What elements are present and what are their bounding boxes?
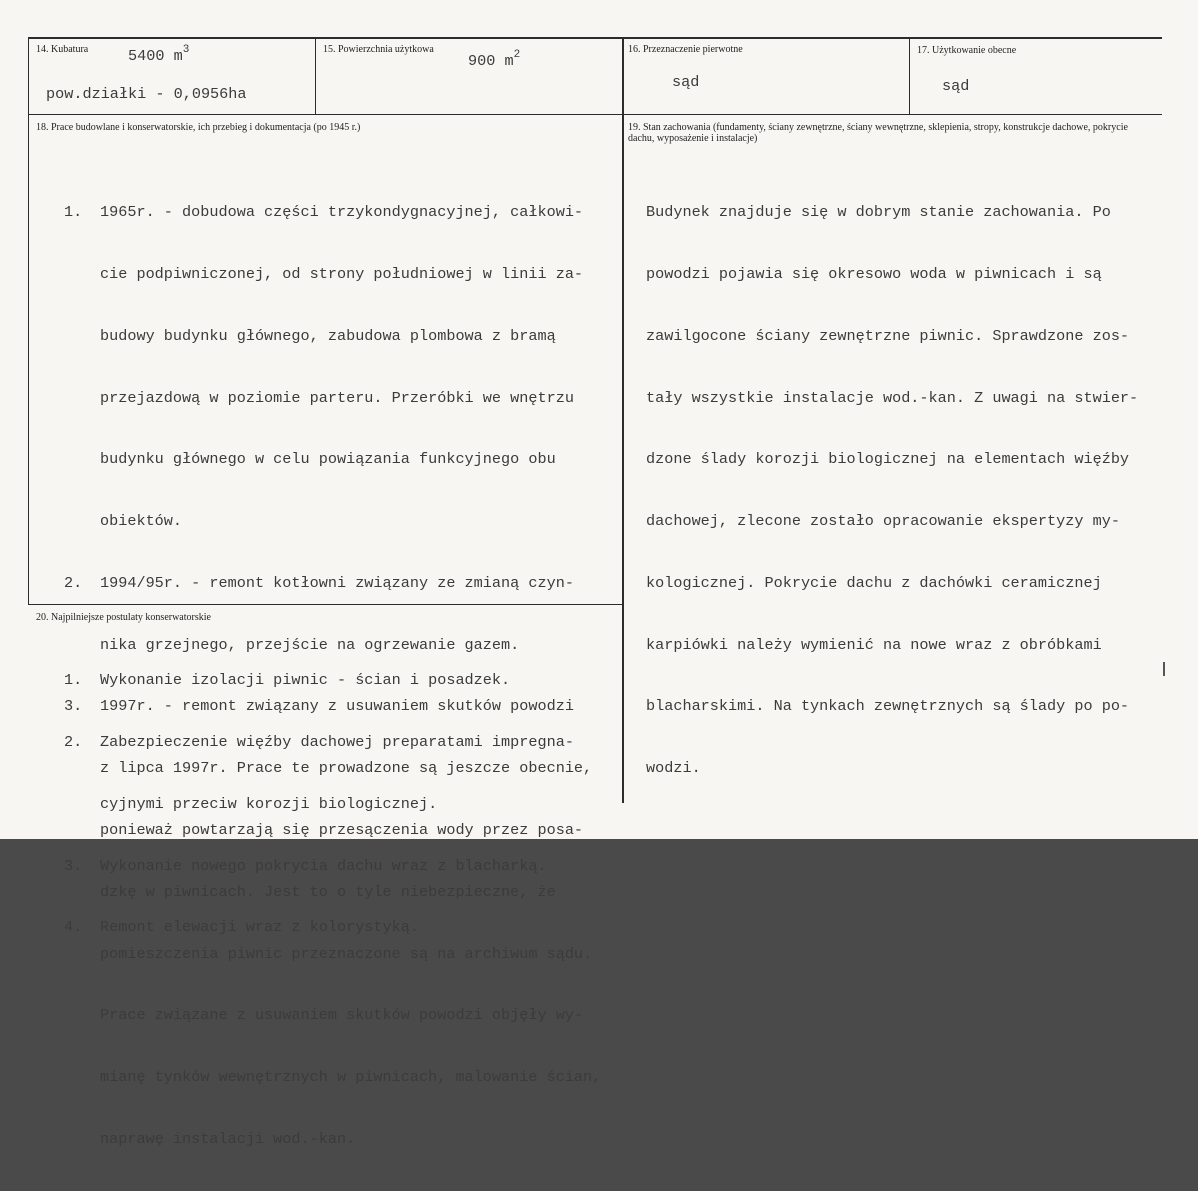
left-border: [28, 37, 29, 605]
list-item: 4. Remont elewacji wraz z kolorystyką.: [64, 918, 419, 937]
list-item: 3. Wykonanie nowego pokrycia dachu wraz z blacharką.: [64, 856, 547, 875]
kubatura-value: 5400 $m^3$: [128, 44, 190, 65]
works-list: 1. 1965r. - dobudowa części trzykondygnacyjnej, całkowi- cie podpiwniczonej, od strony południowej w linii za- budowy budynku głównego, zabudowa plombowa z bramą przejazdową w poziomie parteru. Przeróbki we wnętrzu budynku głównego w celu powiązania funkcyjnego obu obiektów. 2. 1994/95r. - remont kotłowni związany ze zmianą czyn- nika grzejnego, przejście na ogrzewanie gazem. 3. 1997r. - remont związany z usuwaniem skutków powodzi z lipca 1997r. Prace te prowadzone są jeszcze obecnie, ponieważ powtarzają się przesączenia wody przez posa- dzkę w piwnicach. Jest to o tyle niebezpieczne, że pomieszczenia piwnic przeznaczone są na archiwum sądu. Prace związane z usuwaniem skutków powodzi objęły wy- mianę tynków wewnętrznych w piwnicach, malowanie ścian, naprawę instalacji wod.-kan.: [64, 203, 602, 1148]
kubatura-label: 14. Kubatura: [36, 44, 89, 55]
postulates-label: 20. Najpilniejsze postulaty konserwatorskie: [36, 612, 211, 623]
col-divider-3: [909, 37, 910, 115]
list-item: 2. Zabezpieczenie więźby dachowej preparatami impregna-: [64, 732, 574, 751]
col-divider-main: [622, 37, 624, 803]
list-item: 3. 1997r. - remont związany z usuwaniem skutków powodzi: [64, 697, 574, 716]
plot-area-value: pow.działki - 0,0956ha: [46, 85, 247, 103]
usable-area-value: 900 $m^2$: [468, 49, 521, 70]
condition-text: Budynek znajduje się w dobrym stanie zachowania. Po powodzi pojawia się okresowo woda w piwnicach i są zawilgocone ściany zewnętrzne piwnic. Sprawdzone zos- tały wszystkie instalacje wod.-kan. Z uwagi na stwier- dzone ślady korozji biologicznej na elementach więźby dachowej, zlecone zostało opracowanie ekspertyzy my- kologicznej. Pokrycie dachu z dachówki ceramicznej karpiówki należy wymienić na nowe wraz z obróbkami blacharskimi. Na tynkach zewnętrznych są ślady po po- wodzi.: [646, 203, 1139, 778]
list-item: 2. 1994/95r. - remont kotłowni związany ze zmianą czyn-: [64, 573, 574, 592]
current-use-value: sąd: [942, 77, 970, 95]
top-rule: [28, 37, 1162, 39]
list-item: 1. 1965r. - dobudowa części trzykondygnacyjnej, całkowi-: [64, 203, 584, 222]
usable-area-label: 15. Powierzchnia użytkowa: [323, 44, 434, 55]
col-divider-1: [315, 37, 316, 115]
list-item: 1. Wykonanie izolacji piwnic - ścian i posadzek.: [64, 671, 511, 690]
current-use-label: 17. Użytkowanie obecne: [917, 45, 1017, 56]
original-purpose-label: 16. Przeznaczenie pierwotne: [628, 44, 743, 55]
original-purpose-value: sąd: [672, 73, 700, 91]
works-label: 18. Prace budowlane i konserwatorskie, ich przebieg i dokumentacja (po 1945 r.): [36, 122, 361, 133]
condition-label: 19. Stan zachowania (fundamenty, ściany zewnętrzne, ściany wewnętrzne, sklepienia, stropy, konstrukcje dachowe, pokrycie dachu, wyposażenie i instalacje): [628, 122, 1128, 144]
row1-bottom-rule: [28, 114, 1162, 115]
edge-mark: [1163, 662, 1165, 676]
postulates-list: 1. Wykonanie izolacji piwnic - ścian i posadzek. 2. Zabezpieczenie więźby dachowej preparatami impregna- cyjnymi przeciw korozji biologicznej. 3. Wykonanie nowego pokrycia dachu wraz z blacharką. 4. Remont elewacji wraz z kolorystyką.: [64, 671, 574, 937]
